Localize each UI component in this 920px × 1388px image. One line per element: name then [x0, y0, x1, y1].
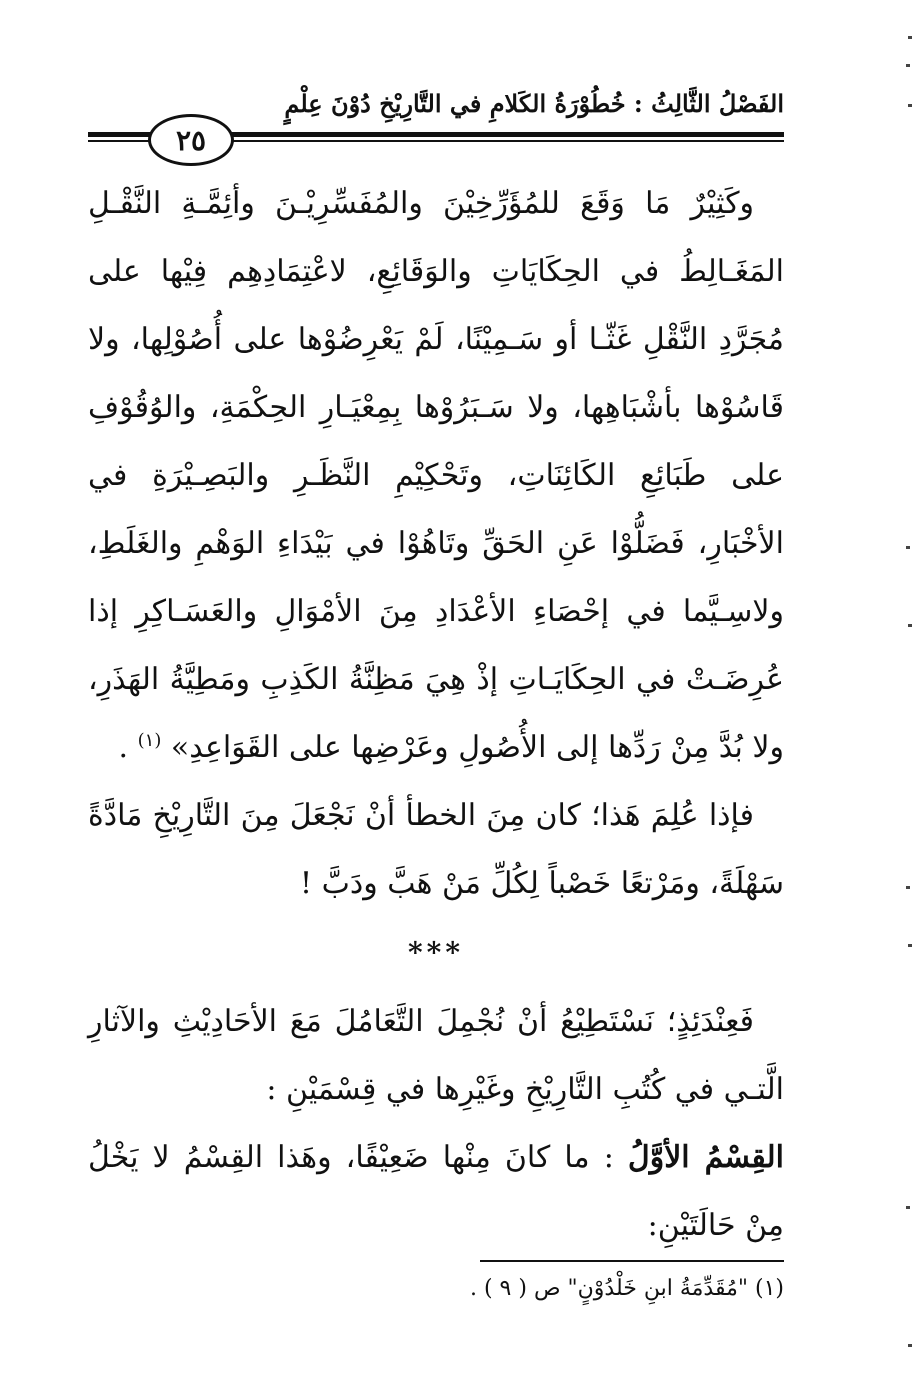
body-text [88, 170, 784, 1260]
scan-mark [908, 36, 912, 39]
section-text: : ما كانَ مِنْها ضَعِيْفًا، وهَذا القِسْمُ لا يَخْلُ مِنْ حَالَتَيْنِ: [88, 1140, 784, 1243]
page-number: ٢٥ [148, 114, 234, 166]
footnote-reference: (١) [137, 730, 162, 751]
paragraph-quote-text: وكَثِيْرٌ مَا وَقَعَ للمُؤَرِّخِيْنَ والمُفَسِّرِيْـنَ وأئِمَّـةِ النَّقْـلِ المَغَـالِطُ في الحِكَايَاتِ والوَقَائِعِ، لاعْتِمَادِهِم فِيْها على مُجَرَّدِ النَّقْلِ غَثّـا أو سَـمِيْنًا، لَمْ يَعْرِضُوْها على أُصُوْلِها، ولا قَاسُوْها بأشْبَاهِها، ولا سَـبَرُوْها بِمِعْيَـارِ الحِكْمَةِ، والوُقُوْفِ على طَبَائِعِ الكَائِنَاتِ، وتَحْكِيْمِ النَّظَـرِ والبَصِـيْرَةِ في الأخْبَارِ، فَضَلُّوْا عَنِ الحَقِّ وتَاهُوْا في بَيْدَاءِ الوَهْمِ والغَلَطِ، ولاسِـيَّما في إحْصَاءِ الأعْدَادِ مِنَ الأمْوَالِ والعَسَـاكِرِ إذا عُرِضَـتْ في الحِكَايَـاتِ إذْ هِيَ مَظِنَّةُ الكَذِبِ ومَطِيَّةُ الهَذَرِ، ولا بُدَّ مِنْ رَدِّها إلى الأُصُولِ وعَرْضِها على القَوَاعِدِ» [88, 186, 784, 765]
footnote-rule [480, 1260, 784, 1262]
section-term: القِسْمُ الأوَّلُ [627, 1140, 785, 1175]
paragraph-first-section [88, 1124, 784, 1260]
paragraph-quote-end: . [118, 730, 138, 765]
scan-mark [908, 104, 912, 107]
scan-mark [906, 64, 910, 67]
scan-mark [908, 944, 912, 947]
scan-mark [908, 1344, 912, 1347]
footnote: (١) "مُقَدِّمَةُ ابنِ خَلْدُوْنٍ" ص ( ٩ ) . [469, 1276, 784, 1301]
scan-mark [906, 546, 910, 549]
section-separator: *** [408, 936, 464, 969]
running-head: الفَصْلُ الثَّالِثُ : خُطُوْرَةُ الكَلامِ في التَّارِيْخِ دُوْنَ عِلْمٍ [284, 89, 784, 118]
scan-mark [906, 1206, 910, 1209]
scan-mark [908, 624, 912, 627]
paragraph-division: فَعِنْدَئِذٍ؛ نَسْتَطِيْعُ أنْ نُجْمِلَ التَّعَامُلَ مَعَ الأحَادِيْثِ والآثارِ الَّتـي في كُتُبِ التَّارِيْخِ وغَيْرِها في قِسْمَيْنِ : [88, 1004, 784, 1107]
paragraph-quote [88, 170, 784, 782]
paragraph-conclusion: فإذا عُلِمَ هَذا؛ كان مِنَ الخطأ أنْ نَجْعَلَ مِنَ التَّارِيْخِ مَادَّةً سَهْلَةً، ومَرْتعًا خَصْباً لِكُلِّ مَنْ هَبَّ ودَبَّ ! [88, 798, 784, 901]
scan-mark [906, 886, 910, 889]
